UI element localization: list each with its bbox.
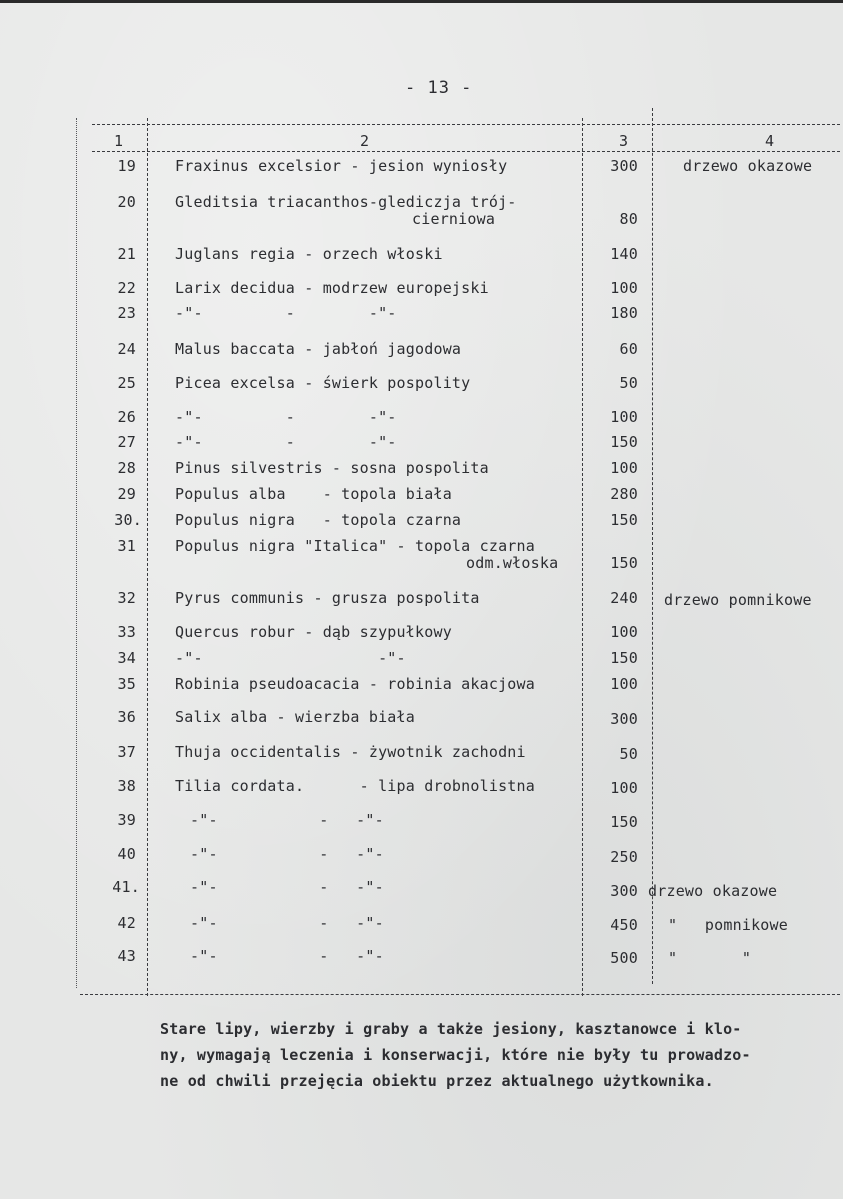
tree-age: 250: [610, 848, 638, 866]
column-header-1: 1: [114, 132, 124, 150]
species-name: Pyrus communis - grusza pospolita: [175, 589, 480, 607]
tree-age: 140: [610, 245, 638, 263]
species-name: -"- - -"-: [190, 914, 384, 932]
tree-age: 100: [610, 623, 638, 641]
column-header-3: 3: [619, 132, 629, 150]
species-name: -"- - -"-: [175, 433, 397, 451]
row-number: 34: [117, 649, 136, 667]
row-number: 37: [117, 743, 136, 761]
row-number: 33: [117, 623, 136, 641]
row-number: 40: [117, 845, 136, 863]
tree-age: 150: [610, 433, 638, 451]
species-name: Salix alba - wierzba biała: [175, 708, 415, 726]
row-number: 29: [117, 485, 136, 503]
column-divider-1: [147, 118, 148, 996]
species-name: -"- - -"-: [175, 304, 397, 322]
row-number: 24: [117, 340, 136, 358]
footnote-line: Stare lipy, wierzby i graby a także jesiony, kasztanowce i klo-: [160, 1020, 742, 1038]
tree-age: 150: [610, 554, 638, 572]
column-header-4: 4: [765, 132, 775, 150]
table-bottom-border: [80, 994, 840, 995]
tree-age: 300: [610, 157, 638, 175]
species-name: -"- - -"-: [175, 408, 397, 426]
species-name: -"- -"-: [175, 649, 406, 667]
column-header-2: 2: [360, 132, 370, 150]
species-name: Populus alba - topola biała: [175, 485, 452, 503]
row-number: 22: [117, 279, 136, 297]
tree-age: 50: [619, 745, 638, 763]
tree-age: 150: [610, 649, 638, 667]
tree-remark: " ": [668, 949, 752, 967]
species-name: Populus nigra "Italica" - topola czarna: [175, 537, 535, 555]
species-name: Fraxinus excelsior - jesion wyniosły: [175, 157, 508, 175]
tree-remark: " pomnikowe: [668, 916, 788, 934]
row-number: 39: [117, 811, 136, 829]
species-name: -"- - -"-: [190, 811, 384, 829]
row-number: 30.: [114, 511, 142, 529]
species-name: Juglans regia - orzech włoski: [175, 245, 443, 263]
tree-age: 500: [610, 949, 638, 967]
row-number: 20: [117, 193, 136, 211]
column-divider-3: [652, 108, 653, 984]
species-name: Picea excelsa - świerk pospolity: [175, 374, 471, 392]
species-name: -"- - -"-: [190, 947, 384, 965]
row-number: 31: [117, 537, 136, 555]
row-number: 38: [117, 777, 136, 795]
tree-age: 150: [610, 813, 638, 831]
tree-remark: drzewo pomnikowe: [664, 591, 812, 609]
tree-age: 450: [610, 916, 638, 934]
row-number: 21: [117, 245, 136, 263]
tree-age: 180: [610, 304, 638, 322]
tree-age: 60: [619, 340, 638, 358]
row-number: 36: [117, 708, 136, 726]
row-number: 19: [117, 157, 136, 175]
species-name: -"- - -"-: [190, 878, 384, 896]
row-number: 23: [117, 304, 136, 322]
scan-edge: [0, 0, 843, 3]
tree-age: 240: [610, 589, 638, 607]
species-name: Robinia pseudoacacia - robinia akacjowa: [175, 675, 535, 693]
row-number: 28: [117, 459, 136, 477]
species-name: Pinus silvestris - sosna pospolita: [175, 459, 489, 477]
row-number: 27: [117, 433, 136, 451]
species-name-continued: odm.włoska: [466, 554, 559, 572]
tree-age: 300: [610, 882, 638, 900]
tree-age: 80: [619, 210, 638, 228]
species-name: Gleditsia triacanthos-glediczja trój-: [175, 193, 517, 211]
table-top-border: [92, 124, 840, 125]
column-divider-2: [582, 118, 583, 996]
row-number: 26: [117, 408, 136, 426]
tree-age: 100: [610, 408, 638, 426]
species-name: Larix decidua - modrzew europejski: [175, 279, 489, 297]
footnote-line: ny, wymagają leczenia i konserwacji, które nie były tu prowadzo-: [160, 1046, 751, 1064]
tree-age: 300: [610, 710, 638, 728]
row-number: 25: [117, 374, 136, 392]
tree-remark: drzewo okazowe: [683, 157, 813, 175]
species-name: Quercus robur - dąb szypułkowy: [175, 623, 452, 641]
row-number: 42: [117, 914, 136, 932]
row-number: 35: [117, 675, 136, 693]
species-name-continued: cierniowa: [412, 210, 496, 228]
header-separator: [92, 151, 840, 152]
species-name: Thuja occidentalis - żywotnik zachodni: [175, 743, 526, 761]
tree-remark: drzewo okazowe: [648, 882, 778, 900]
species-name: Malus baccata - jabłoń jagodowa: [175, 340, 462, 358]
row-number: 41.: [112, 878, 140, 896]
species-name: -"- - -"-: [190, 845, 384, 863]
row-number: 32: [117, 589, 136, 607]
table-left-edge: [76, 118, 77, 988]
species-name: Tilia cordata. - lipa drobnolistna: [175, 777, 535, 795]
tree-age: 150: [610, 511, 638, 529]
tree-age: 280: [610, 485, 638, 503]
tree-age: 100: [610, 459, 638, 477]
species-name: Populus nigra - topola czarna: [175, 511, 462, 529]
tree-age: 100: [610, 675, 638, 693]
tree-age: 100: [610, 279, 638, 297]
page-number: - 13 -: [405, 78, 473, 98]
row-number: 43: [117, 947, 136, 965]
footnote-line: ne od chwili przejęcia obiektu przez aktualnego użytkownika.: [160, 1072, 714, 1090]
tree-age: 100: [610, 779, 638, 797]
footnote-paragraph: [160, 1016, 840, 1094]
tree-age: 50: [619, 374, 638, 392]
